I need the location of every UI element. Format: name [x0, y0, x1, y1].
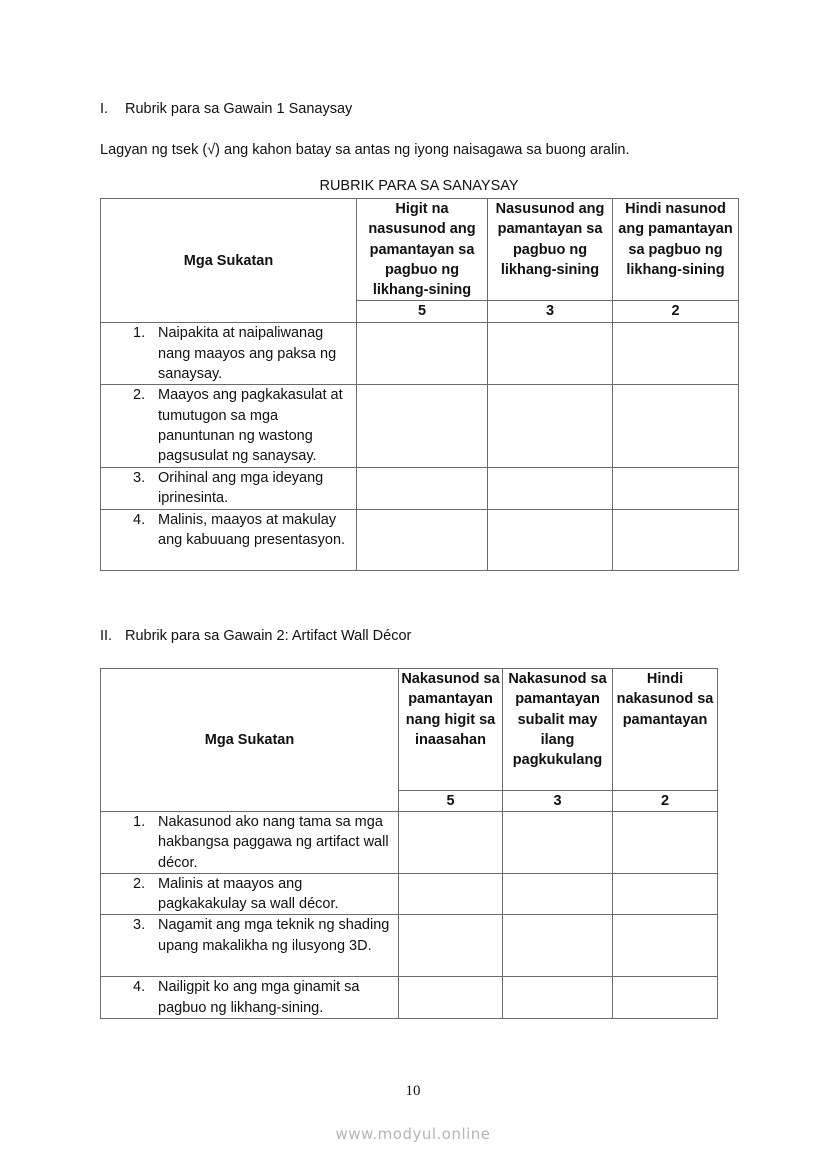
page-number: 10: [405, 1083, 421, 1099]
criterion-cell: [101, 509, 357, 570]
checkbox-cell-2[interactable]: [613, 873, 718, 915]
criterion-cell: [101, 323, 357, 385]
score-value: 5: [357, 301, 488, 323]
criteria-header: Mga Sukatan: [101, 199, 357, 323]
checkbox-cell-5[interactable]: [357, 467, 488, 509]
section1-heading: [100, 101, 352, 117]
table2-header-row: [101, 669, 718, 791]
checkbox-cell-3[interactable]: [488, 467, 613, 509]
criterion-text: Nakasunod ako nang tama sa mga hakbangsa paggawa ng artifact wall décor.: [158, 814, 389, 871]
checkbox-cell-5[interactable]: [357, 509, 488, 570]
checkbox-cell-2[interactable]: [613, 812, 718, 874]
criterion-number: 2.: [133, 387, 146, 404]
watermark: www.modyul.online: [335, 1125, 491, 1143]
checkbox-cell-2[interactable]: [613, 915, 718, 977]
table1-caption: RUBRIK PARA SA SANAYSAY: [319, 178, 519, 194]
checkbox-cell-2[interactable]: [613, 509, 739, 570]
criterion-number: 4.: [133, 979, 146, 996]
criterion-text: Malinis, maayos at makulay ang kabuuang presentasyon.: [158, 511, 346, 548]
criterion-cell: [101, 873, 399, 915]
criterion-text: Orihinal ang mga ideyang iprinesinta.: [158, 469, 324, 506]
table-row: [101, 873, 718, 915]
checkbox-cell-5[interactable]: [399, 915, 503, 977]
table-row: [101, 812, 718, 874]
criterion-number: 1.: [133, 325, 146, 342]
wall-decor-rubric-table: [100, 668, 718, 1019]
criterion-text: Naipakita at naipaliwanag nang maayos ang paksa ng sanaysay.: [158, 325, 337, 383]
checkbox-cell-5[interactable]: [399, 812, 503, 874]
score-value: 2: [613, 791, 718, 812]
checkbox-cell-2[interactable]: [613, 467, 739, 509]
table-row: [101, 323, 739, 385]
section1-number: I.: [100, 101, 109, 117]
table-row: [101, 385, 739, 467]
criterion-cell: [101, 977, 399, 1019]
section2-number: II.: [100, 628, 113, 644]
section2-title: Rubrik para sa Gawain 2: Artifact Wall Décor: [125, 628, 412, 644]
criterion-text: Malinis at maayos ang pagkakakulay sa wall décor.: [158, 875, 339, 913]
score-value: 5: [399, 791, 503, 812]
criterion-number: 1.: [133, 814, 146, 830]
level-header: Higit na nasusunod ang pamantayan sa pagbuo ng likhang-sining: [357, 199, 488, 301]
criterion-number: 4.: [133, 511, 146, 528]
criterion-cell: [101, 915, 399, 977]
checkbox-cell-3[interactable]: [503, 977, 613, 1019]
criterion-text: Maayos ang pagkakasulat at tumutugon sa mga panuntunan ng wastong pagsusulat ng sanaysay.: [158, 387, 343, 465]
table-row: [101, 977, 718, 1019]
level-header: Nakasunod sa pamantayan nang higit sa inaasahan: [399, 669, 503, 791]
checkbox-cell-3[interactable]: [488, 385, 613, 467]
sanaysay-rubric-table: [100, 198, 739, 571]
criterion-text: Nailigpit ko ang mga ginamit sa pagbuo ng likhang-sining.: [158, 979, 360, 1016]
criterion-cell: [101, 812, 399, 874]
checkbox-cell-3[interactable]: [503, 915, 613, 977]
level-header: Hindi nasunod ang pamantayan sa pagbuo ng likhang-sining: [613, 199, 739, 301]
checkbox-cell-5[interactable]: [399, 873, 503, 915]
table-row: [101, 915, 718, 977]
checkbox-cell-3[interactable]: [488, 509, 613, 570]
checkbox-cell-5[interactable]: [357, 323, 488, 385]
checkbox-cell-3[interactable]: [488, 323, 613, 385]
section1-instruction: Lagyan ng tsek (√) ang kahon batay sa antas ng iyong naisagawa sa buong aralin.: [100, 142, 630, 158]
level-header: Nakasunod sa pamantayan subalit may ilang pagkukulang: [503, 669, 613, 791]
score-value: 3: [503, 791, 613, 812]
level-header: Hindi nakasunod sa pamantayan: [613, 669, 718, 791]
table1-header-row: [101, 199, 739, 301]
checkbox-cell-2[interactable]: [613, 323, 739, 385]
criterion-number: 3.: [133, 917, 146, 934]
criterion-cell: [101, 385, 357, 467]
checkbox-cell-2[interactable]: [613, 977, 718, 1019]
score-value: 2: [613, 301, 739, 323]
checkbox-cell-5[interactable]: [399, 977, 503, 1019]
checkbox-cell-2[interactable]: [613, 385, 739, 467]
criterion-cell: [101, 467, 357, 509]
section2-heading: [100, 628, 411, 644]
criteria-header: Mga Sukatan: [101, 669, 399, 812]
checkbox-cell-3[interactable]: [503, 873, 613, 915]
table-row: [101, 467, 739, 509]
checkbox-cell-5[interactable]: [357, 385, 488, 467]
checkbox-cell-3[interactable]: [503, 812, 613, 874]
section1-title: Rubrik para sa Gawain 1 Sanaysay: [125, 101, 353, 117]
level-header: Nasusunod ang pamantayan sa pagbuo ng likhang-sining: [488, 199, 613, 301]
criterion-number: 2.: [133, 875, 146, 892]
score-value: 3: [488, 301, 613, 323]
table-row: [101, 509, 739, 570]
criterion-number: 3.: [133, 469, 146, 486]
criterion-text: Nagamit ang mga teknik ng shading upang makalikha ng ilusyong 3D.: [158, 917, 390, 954]
